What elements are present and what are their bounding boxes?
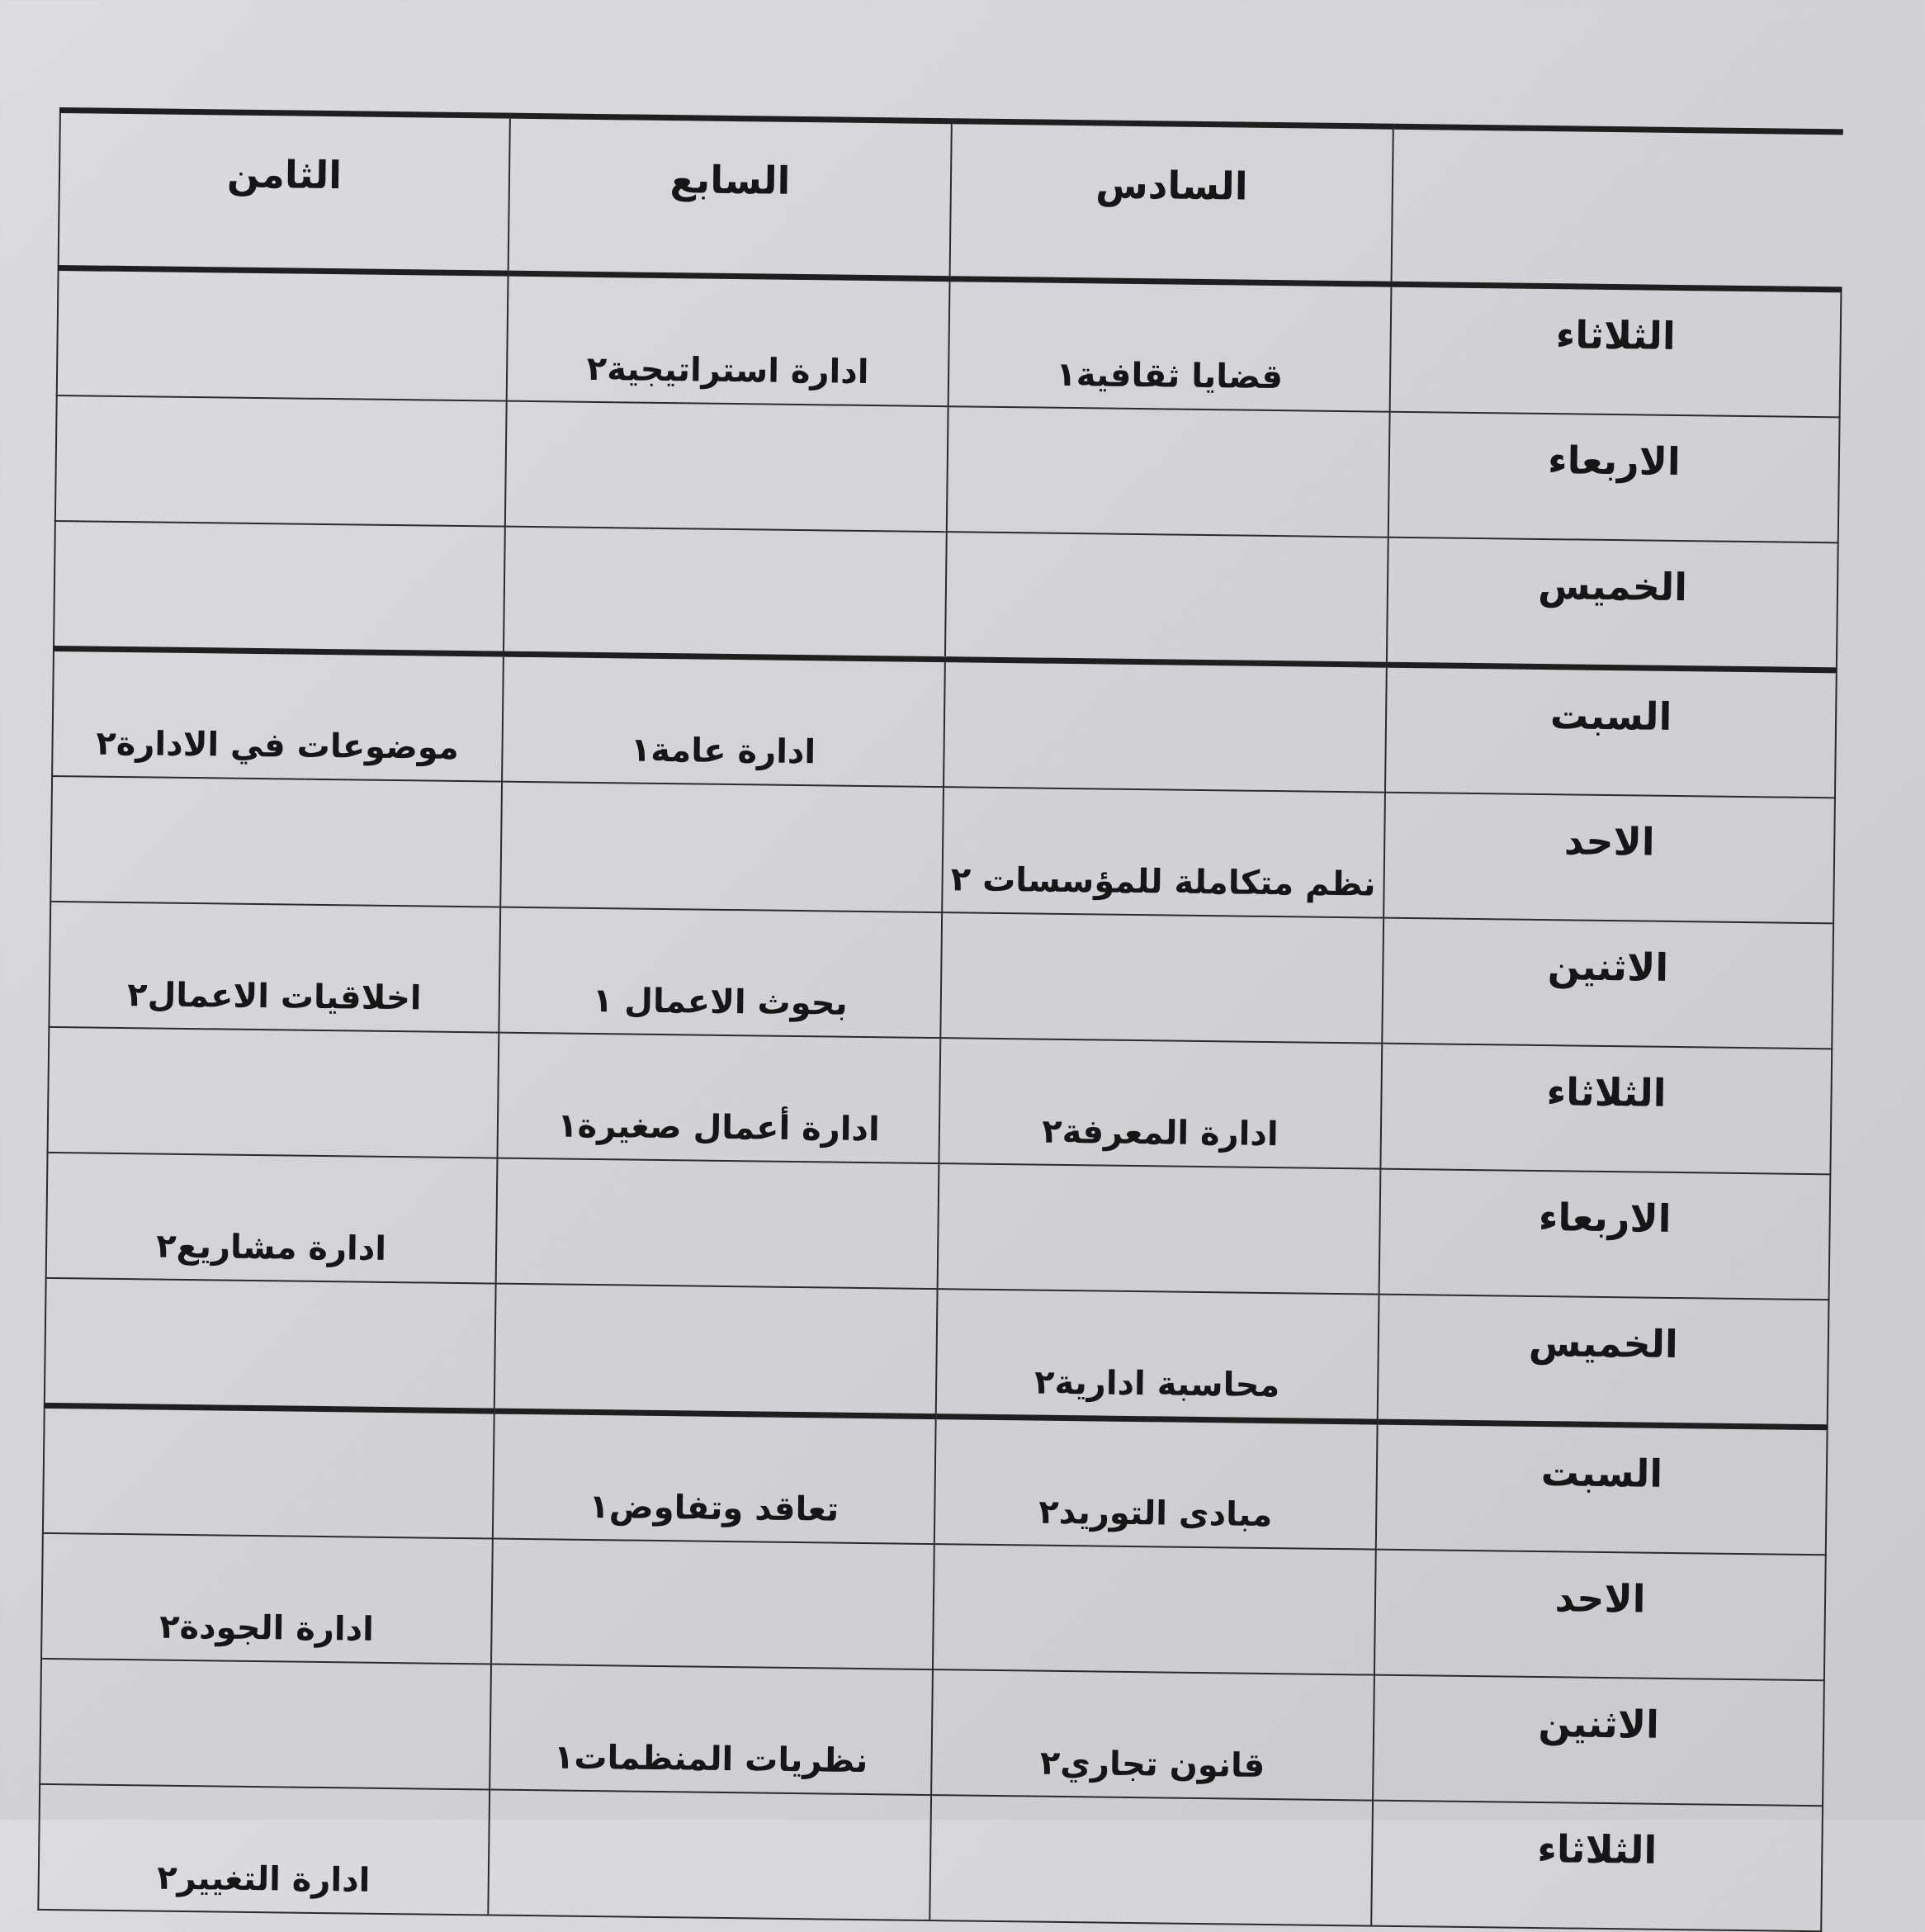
eighth-course-cell <box>40 1659 491 1790</box>
table-row <box>54 521 1838 670</box>
table-row <box>38 1784 1823 1931</box>
header-seventh: السابع <box>508 116 952 279</box>
header-row <box>59 111 1843 290</box>
seventh-course-cell <box>505 401 948 533</box>
sixth-course-cell <box>929 1795 1373 1926</box>
seventh-course-cell: بحوث الاعمال ١ <box>499 907 942 1039</box>
day-cell: الاحد <box>1383 793 1835 924</box>
sixth-course-cell <box>944 660 1387 793</box>
table-row <box>46 1153 1831 1300</box>
day-cell: الاربعاء <box>1388 412 1840 543</box>
sixth-course-cell: مبادى التوريد٢ <box>934 1417 1378 1550</box>
day-cell: الخميس <box>1378 1295 1829 1428</box>
sixth-course-cell <box>947 406 1390 537</box>
table-row <box>45 1278 1829 1428</box>
seventh-course-cell <box>491 1539 934 1670</box>
table-row <box>49 902 1833 1049</box>
eighth-course-cell <box>45 1278 496 1411</box>
sixth-course-cell <box>940 912 1383 1044</box>
table-row <box>50 776 1835 923</box>
table-row <box>55 395 1840 542</box>
header-blank-corner <box>1392 126 1843 290</box>
day-cell: الثلاثاء <box>1380 1044 1832 1175</box>
seventh-course-cell <box>504 527 947 660</box>
table-row <box>41 1533 1826 1680</box>
header-sixth: السادس <box>950 121 1393 285</box>
sixth-course-cell: قضايا ثقافية١ <box>948 279 1392 412</box>
table-row <box>48 1027 1833 1174</box>
seventh-course-cell: نظريات المنظمات١ <box>490 1664 933 1796</box>
eighth-course-cell <box>48 1027 499 1158</box>
seventh-course-cell <box>496 1158 939 1290</box>
eighth-course-cell <box>57 268 508 400</box>
seventh-course-cell <box>500 782 944 913</box>
sixth-course-cell <box>938 1163 1381 1295</box>
eighth-course-cell: ادارة الجودة٢ <box>41 1533 493 1664</box>
day-cell: الاربعاء <box>1379 1169 1831 1300</box>
table-row <box>57 268 1842 417</box>
day-cell: الاحد <box>1374 1550 1826 1681</box>
seventh-course-cell: ادارة استراتيجية٢ <box>507 273 950 406</box>
eighth-course-cell: اخلاقيات الاعمال٢ <box>49 902 500 1033</box>
day-cell: الاثنين <box>1373 1675 1824 1807</box>
sixth-course-cell: نظم متكاملة للمؤسسات ٢ <box>942 787 1385 918</box>
table-row <box>40 1659 1824 1806</box>
day-cell: السبت <box>1376 1422 1828 1555</box>
day-cell: السبت <box>1385 665 1837 798</box>
sixth-course-cell <box>933 1544 1376 1675</box>
table-row <box>52 648 1837 798</box>
day-cell: الثلاثاء <box>1390 284 1842 417</box>
seventh-course-cell: تعاقد وتفاوض١ <box>493 1411 936 1544</box>
eighth-course-cell <box>50 776 502 907</box>
seventh-course-cell: ادارة أعمال صغيرة١ <box>497 1033 940 1164</box>
eighth-course-cell: ادارة مشاريع٢ <box>46 1153 498 1284</box>
day-cell: الاثنين <box>1382 918 1833 1049</box>
seventh-course-cell <box>488 1790 931 1921</box>
eighth-course-cell <box>43 1405 494 1538</box>
schedule-table <box>37 107 1844 1932</box>
table-row <box>43 1405 1828 1555</box>
eighth-course-cell: ادارة التغيير٢ <box>38 1784 490 1915</box>
sixth-course-cell <box>945 532 1388 665</box>
day-cell: الخميس <box>1387 537 1838 670</box>
eighth-course-cell <box>54 521 505 654</box>
sixth-course-cell: ادارة المعرفة٢ <box>939 1038 1382 1169</box>
day-cell: الثلاثاء <box>1371 1801 1823 1932</box>
sixth-course-cell: محاسبة ادارية٢ <box>936 1289 1379 1422</box>
seventh-course-cell: ادارة عامة١ <box>502 654 945 787</box>
eighth-course-cell <box>55 395 507 527</box>
sixth-course-cell: قانون تجاري٢ <box>931 1669 1374 1801</box>
seventh-course-cell <box>494 1284 938 1417</box>
header-eighth: الثامن <box>59 111 510 274</box>
eighth-course-cell: موضوعات في الادارة٢ <box>52 648 504 781</box>
